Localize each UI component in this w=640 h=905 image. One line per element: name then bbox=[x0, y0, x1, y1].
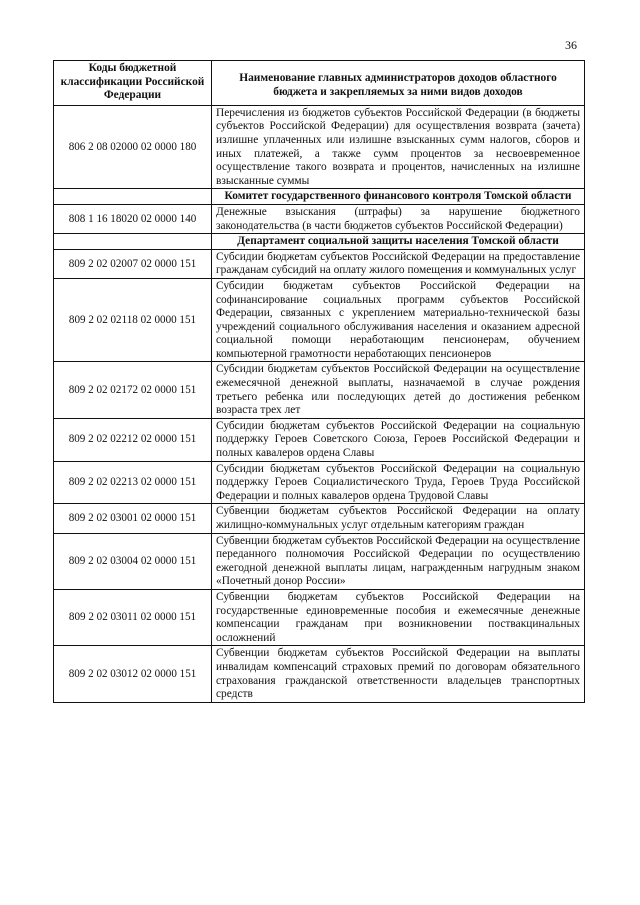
budget-code-cell: 808 1 16 18020 02 0000 140 bbox=[54, 204, 212, 233]
budget-code-cell: 809 2 02 02007 02 0000 151 bbox=[54, 249, 212, 278]
revenue-description-cell: Субсидии бюджетам субъектов Российской Федерации на социальную поддержку Героев Социалистического Труда, Героев Труда Российской Федерации и полных кавалеров ордена Трудовой Славы bbox=[212, 461, 585, 504]
table-row bbox=[54, 646, 585, 702]
revenue-description-cell: Субвенции бюджетам субъектов Российской Федерации на государственные единовременные пособия и ежемесячные денежные компенсации гражданам при возникновении поствакцинальных осложнений bbox=[212, 589, 585, 645]
budget-classification-table bbox=[53, 60, 585, 703]
header-name: Наименование главных администраторов доходов областного бюджета и закрепляемых за ними видов доходов bbox=[212, 61, 585, 106]
budget-code-cell: 809 2 02 02213 02 0000 151 bbox=[54, 461, 212, 504]
revenue-description-cell: Субсидии бюджетам субъектов Российской Федерации на предоставление гражданам субсидий на оплату жилого помещения и коммунальных услуг bbox=[212, 249, 585, 278]
budget-code-cell: 806 2 08 02000 02 0000 180 bbox=[54, 105, 212, 189]
table-row bbox=[54, 204, 585, 233]
table-row bbox=[54, 249, 585, 278]
page-number: 36 bbox=[565, 38, 577, 52]
budget-code-cell: 809 2 02 03012 02 0000 151 bbox=[54, 646, 212, 702]
revenue-description-cell: Субвенции бюджетам субъектов Российской Федерации на осуществление переданного полномочия Российской Федерации по осуществлению ежегодной денежной выплаты лицам, награжденным нагрудным знаком «Почетный донор России» bbox=[212, 533, 585, 589]
budget-code-cell: 809 2 02 03004 02 0000 151 bbox=[54, 533, 212, 589]
budget-code-cell: 809 2 02 02212 02 0000 151 bbox=[54, 418, 212, 461]
table-body bbox=[54, 105, 585, 702]
revenue-description-cell: Субсидии бюджетам субъектов Российской Федерации на софинансирование социальных программ субъектов Российской Федерации, связанных с укреплением материально-технической базы учреждений социального обслуживания населения и оказанием адресной социальной помощи неработающим пенсионерам, обучением компьютерной грамотности неработающих пенсионеров bbox=[212, 278, 585, 362]
section-row bbox=[54, 189, 585, 205]
budget-code-cell: 809 2 02 03001 02 0000 151 bbox=[54, 504, 212, 533]
table-row bbox=[54, 533, 585, 589]
administrator-name-cell: Департамент социальной защиты населения Томской области bbox=[212, 234, 585, 250]
table-row bbox=[54, 278, 585, 362]
revenue-description-cell: Перечисления из бюджетов субъектов Российской Федерации (в бюджеты субъектов Российской Федерации) для осуществления возврата (зачета) излишне уплаченных или излишне взысканных сумм налогов, сборов и иных платежей, а также сумм процентов за несвоевременное осуществление такого возврата и процентов, начисленных на излишне взысканные суммы bbox=[212, 105, 585, 189]
budget-code-cell: 809 2 02 02172 02 0000 151 bbox=[54, 362, 212, 418]
section-row bbox=[54, 234, 585, 250]
table-row bbox=[54, 461, 585, 504]
table-header-row bbox=[54, 61, 585, 106]
budget-code-cell: 809 2 02 03011 02 0000 151 bbox=[54, 589, 212, 645]
table-row bbox=[54, 589, 585, 645]
budget-code-cell bbox=[54, 189, 212, 205]
revenue-description-cell: Субсидии бюджетам субъектов Российской Федерации на осуществление ежемесячной денежной выплаты, назначаемой в случае рождения третьего ребенка или последующих детей до достижения ребенком возраста трех лет bbox=[212, 362, 585, 418]
budget-code-cell bbox=[54, 234, 212, 250]
table-row bbox=[54, 418, 585, 461]
header-code: Коды бюджетной классификации Российской Федерации bbox=[54, 61, 212, 106]
administrator-name-cell: Комитет государственного финансового контроля Томской области bbox=[212, 189, 585, 205]
revenue-description-cell: Денежные взыскания (штрафы) за нарушение бюджетного законодательства (в части бюджетов субъектов Российской Федерации) bbox=[212, 204, 585, 233]
table-row bbox=[54, 105, 585, 189]
revenue-description-cell: Субвенции бюджетам субъектов Российской Федерации на оплату жилищно-коммунальных услуг отдельным категориям граждан bbox=[212, 504, 585, 533]
revenue-description-cell: Субвенции бюджетам субъектов Российской Федерации на выплаты инвалидам компенсаций страховых премий по договорам обязательного страхования гражданской ответственности владельцев транспортных средств bbox=[212, 646, 585, 702]
revenue-description-cell: Субсидии бюджетам субъектов Российской Федерации на социальную поддержку Героев Советского Союза, Героев Российской Федерации и полных кавалеров ордена Славы bbox=[212, 418, 585, 461]
table-row bbox=[54, 362, 585, 418]
table-row bbox=[54, 504, 585, 533]
budget-code-cell: 809 2 02 02118 02 0000 151 bbox=[54, 278, 212, 362]
